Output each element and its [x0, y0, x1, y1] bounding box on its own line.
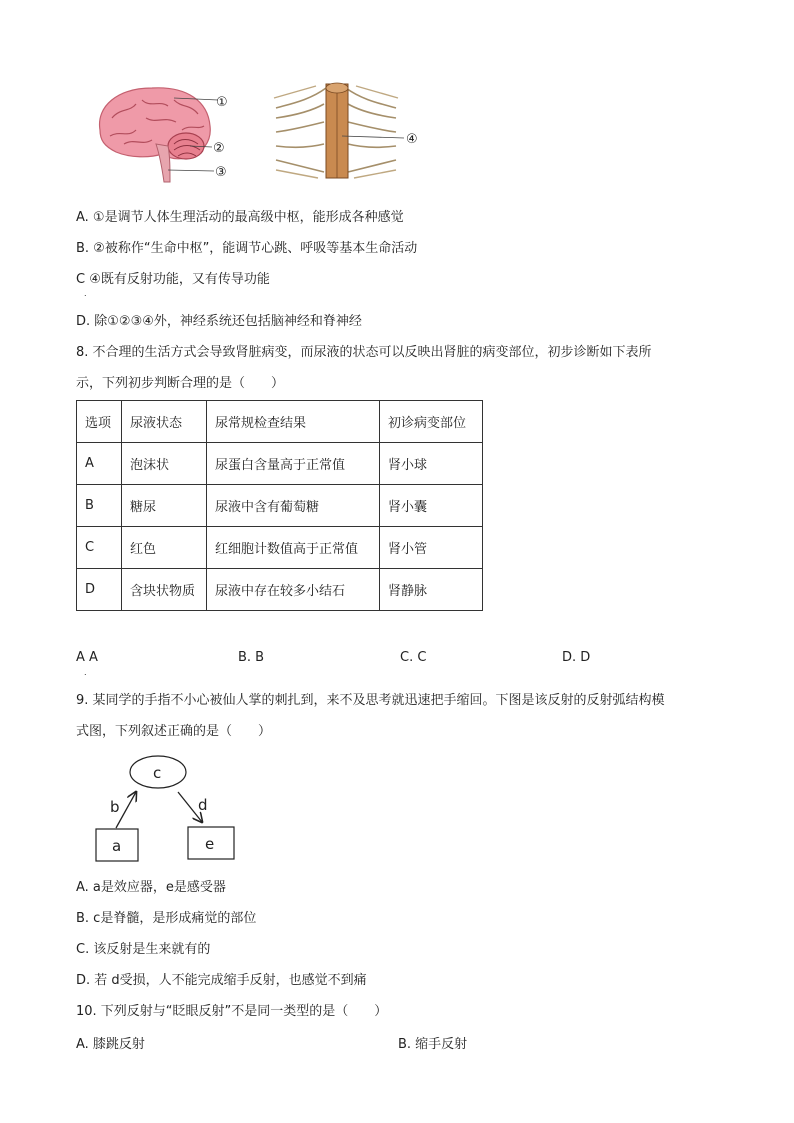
q7-option-d: D. 除①②③④外，神经系统还包括脑神经和脊神经	[76, 314, 362, 329]
table-header-cell: 尿液状态	[122, 401, 207, 443]
brain-illustration	[100, 88, 218, 182]
table-cell: 红细胞计数值高于正常值	[207, 527, 380, 569]
q8-option-b: B. B	[238, 650, 265, 665]
table-header-cell: 尿常规检查结果	[207, 401, 380, 443]
table-cell: 尿蛋白含量高于正常值	[207, 443, 380, 485]
table-cell: 含块状物质	[122, 569, 207, 611]
label-b: b	[110, 798, 120, 816]
q8-option-a: A A	[76, 650, 98, 665]
q7-option-b: B. ②被称作“生命中枢”，能调节心跳、呼吸等基本生命活动	[76, 241, 418, 256]
q10-option-b: B. 缩手反射	[398, 1037, 468, 1052]
table-cell: 泡沫状	[122, 443, 207, 485]
callout-1: ①	[216, 95, 228, 110]
q7-option-a: A. ①是调节人体生理活动的最高级中枢，能形成各种感觉	[76, 210, 404, 225]
emphasis-dot: .	[84, 289, 87, 298]
q9-option-c: C. 该反射是生来就有的	[76, 942, 211, 957]
q9-option-a: A. a是效应器，e是感受器	[76, 880, 226, 895]
node-a-label: a	[112, 837, 122, 855]
nervous-system-figure	[90, 78, 430, 186]
q10-option-a: A. 膝跳反射	[76, 1037, 145, 1052]
table-cell: 糖尿	[122, 485, 207, 527]
callout-2: ②	[213, 141, 225, 156]
q9-option-b: B. c是脊髓，是形成痛觉的部位	[76, 911, 257, 926]
table-cell: 肾小球	[380, 443, 483, 485]
node-c-label: c	[153, 764, 162, 782]
reflex-arc-diagram	[90, 752, 250, 864]
table-cell: D	[77, 569, 122, 611]
table-cell: B	[77, 485, 122, 527]
table-row	[77, 527, 483, 569]
callout-3: ③	[215, 165, 227, 180]
q10-stem: 10. 下列反射与“眨眼反射”不是同一类型的是（ ）	[76, 1004, 388, 1019]
callout-4: ④	[406, 132, 418, 147]
table-row	[77, 569, 483, 611]
table-cell: 红色	[122, 527, 207, 569]
q8-option-d: D. D	[562, 650, 591, 665]
q8-stem-line2: 示，下列初步判断合理的是（ ）	[76, 376, 285, 391]
table-cell: 肾小囊	[380, 485, 483, 527]
table-header-cell: 选项	[77, 401, 122, 443]
q7-option-c: C ④既有反射功能，又有传导功能	[76, 272, 270, 287]
table-header-cell: 初诊病变部位	[380, 401, 483, 443]
spinal-cord-illustration	[274, 83, 404, 178]
table-cell: 肾静脉	[380, 569, 483, 611]
label-d: d	[198, 796, 208, 814]
table-row	[77, 485, 483, 527]
table-cell: 尿液中存在较多小结石	[207, 569, 380, 611]
q9-option-d: D. 若 d受损，人不能完成缩手反射，也感觉不到痛	[76, 973, 367, 988]
table-cell: 尿液中含有葡萄糖	[207, 485, 380, 527]
table-cell: 肾小管	[380, 527, 483, 569]
q8-option-c: C. C	[400, 650, 427, 665]
table-cell: A	[77, 443, 122, 485]
emphasis-dot: .	[84, 668, 87, 677]
table-header-row	[77, 401, 483, 443]
table-cell: C	[77, 527, 122, 569]
q8-stem-line1: 8. 不合理的生活方式会导致肾脏病变，而尿液的状态可以反映出肾脏的病变部位，初步诊断如下表所	[76, 345, 652, 360]
q9-stem-line1: 9. 某同学的手指不小心被仙人掌的刺扎到，来不及思考就迅速把手缩回。下图是该反射的反射弧结构模	[76, 693, 665, 708]
table-row	[77, 443, 483, 485]
node-e-label: e	[205, 835, 215, 853]
q9-stem-line2: 式图，下列叙述正确的是（ ）	[76, 724, 272, 739]
urine-diagnosis-table	[76, 400, 483, 611]
